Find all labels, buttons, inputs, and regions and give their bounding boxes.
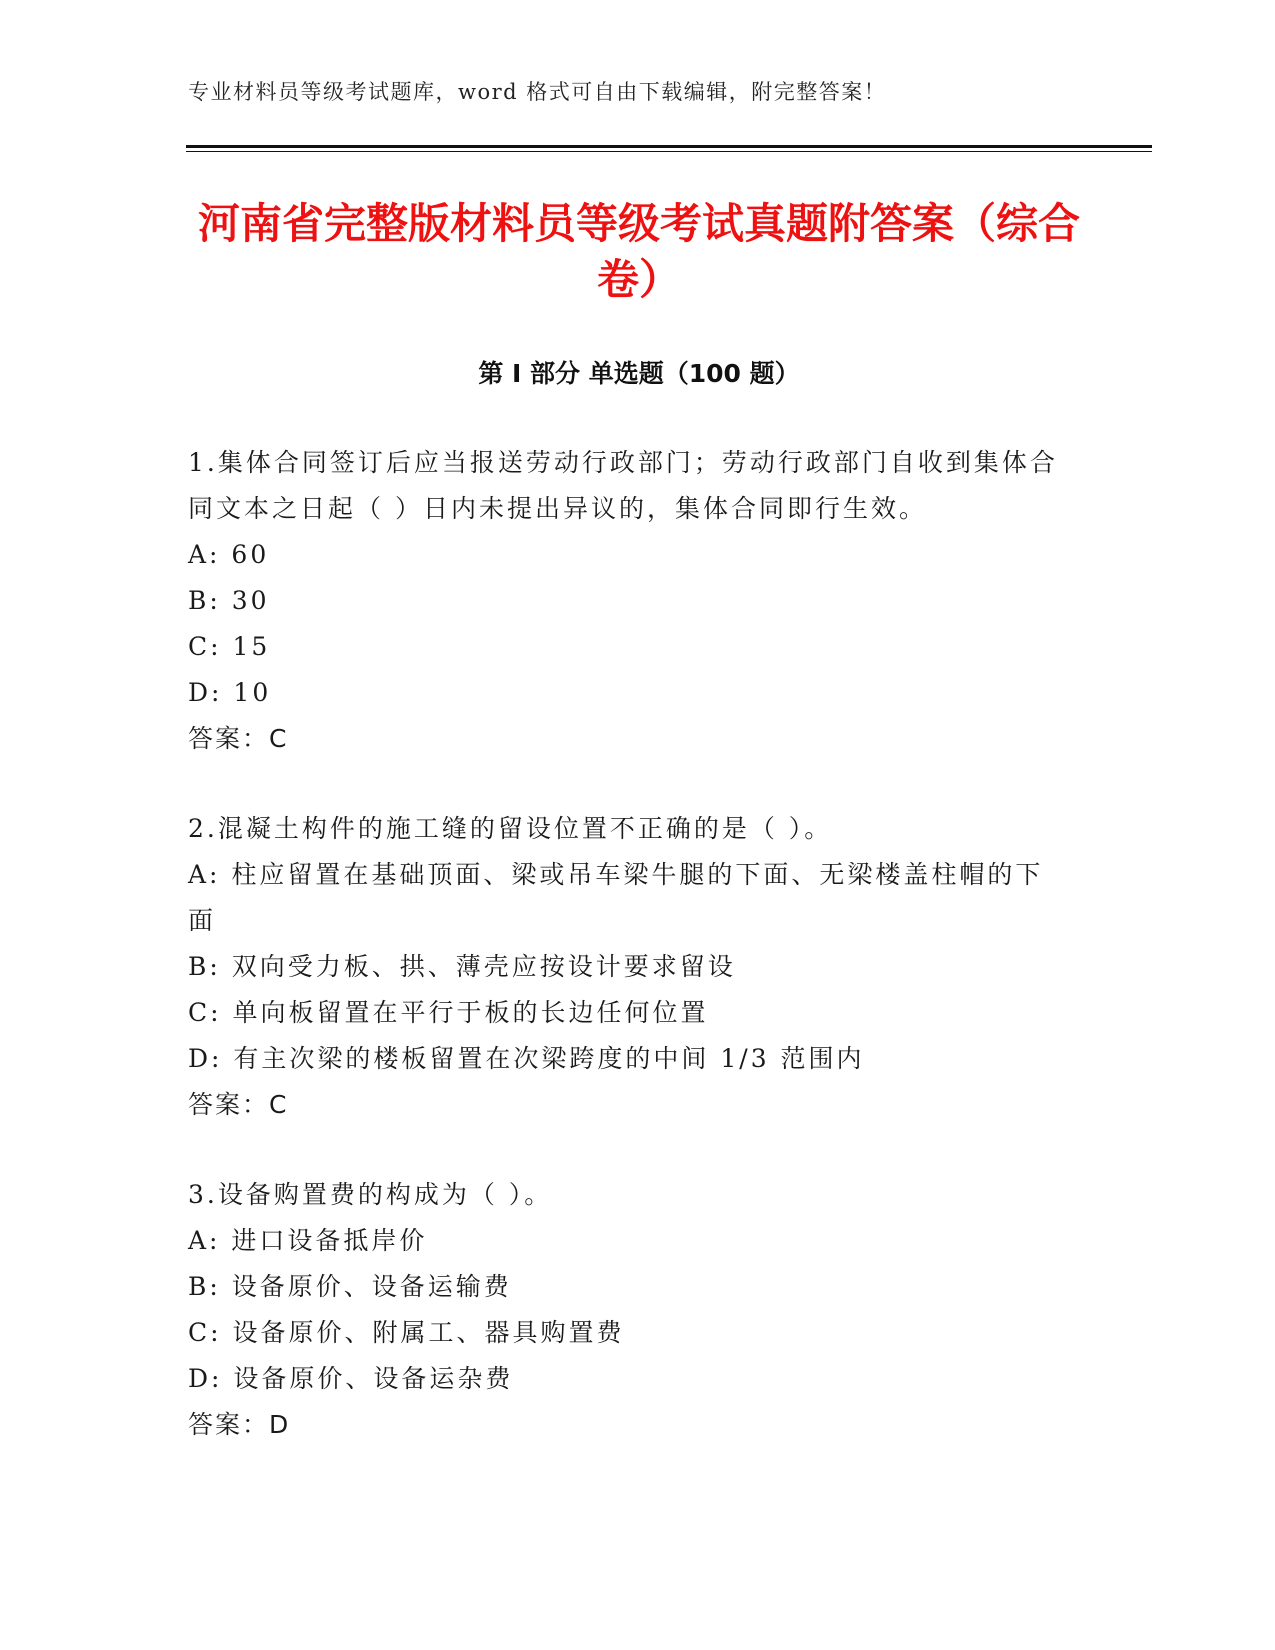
option-a: A: 柱应留置在基础顶面、梁或吊车梁牛腿的下面、无梁楼盖柱帽的下面 (188, 860, 1044, 935)
option-a: A: 60 (188, 540, 270, 569)
option-b: B: 30 (188, 586, 270, 615)
section-title: 第 I 部分 单选题（100 题） (478, 359, 800, 388)
header-divider-thick (186, 145, 1152, 148)
answer: 答案：C (188, 724, 289, 753)
header-note: 专业材料员等级考试题库，word 格式可自由下载编辑，附完整答案！ (188, 80, 887, 104)
document-title: 河南省完整版材料员等级考试真题附答案（综合卷） (197, 199, 1080, 304)
answer: 答案：C (188, 1090, 289, 1119)
question-1 (188, 440, 1068, 762)
question-stem: 3.设备购置费的构成为（ ）。 (188, 1180, 553, 1209)
option-a: A: 进口设备抵岸价 (188, 1226, 428, 1255)
option-d: D: 10 (188, 678, 272, 707)
question-list (188, 440, 1068, 1492)
question-3 (188, 1172, 1068, 1448)
question-2 (188, 806, 1068, 1128)
answer: 答案：D (188, 1410, 291, 1439)
option-d: D: 有主次梁的楼板留置在次梁跨度的中间 1/3 范围内 (188, 1044, 865, 1073)
option-c: C: 15 (188, 632, 271, 661)
option-c: C: 单向板留置在平行于板的长边任何位置 (188, 998, 709, 1027)
option-b: B: 设备原价、设备运输费 (188, 1272, 512, 1301)
header-divider-thin (186, 151, 1152, 152)
question-stem: 2.混凝土构件的施工缝的留设位置不正确的是（ ）。 (188, 814, 833, 843)
option-d: D: 设备原价、设备运杂费 (188, 1364, 514, 1393)
option-c: C: 设备原价、附属工、器具购置费 (188, 1318, 625, 1347)
question-stem: 1.集体合同签订后应当报送劳动行政部门；劳动行政部门自收到集体合同文本之日起（ ）日内未提出异议的，集体合同即行生效。 (188, 448, 1058, 523)
option-b: B: 双向受力板、拱、薄壳应按设计要求留设 (188, 952, 736, 981)
